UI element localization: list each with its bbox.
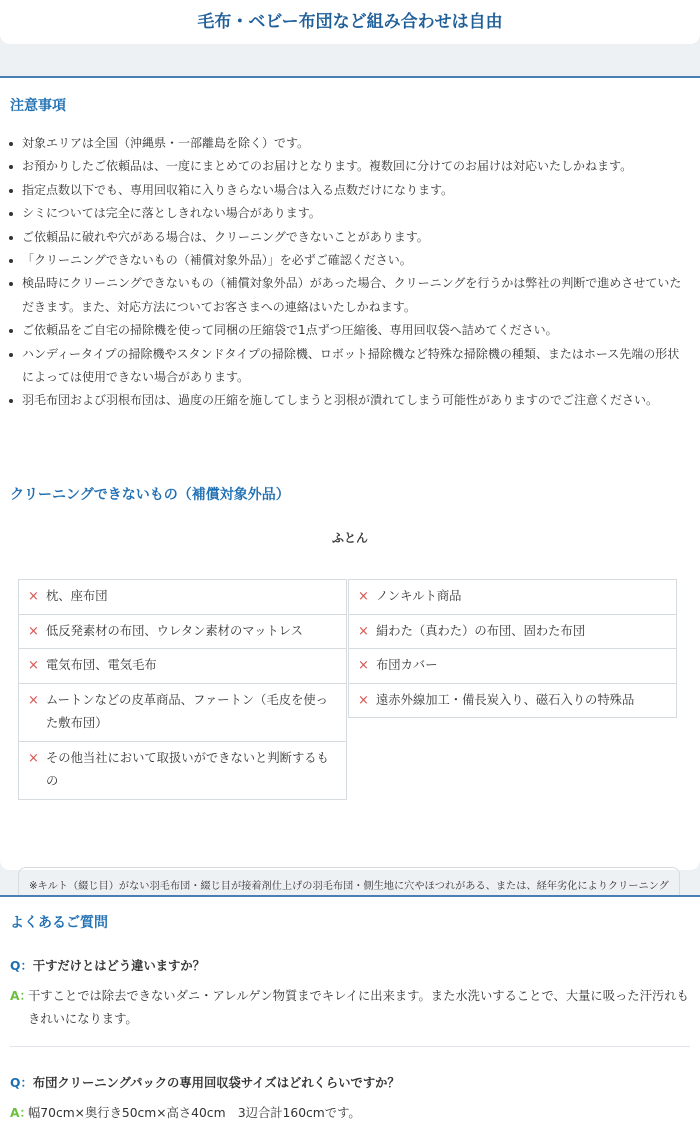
excluded-item-label: ムートンなどの皮革商品、ファートン（毛皮を使った敷布団） <box>46 692 328 730</box>
cross-icon: × <box>358 623 369 639</box>
faq-answer-text: 干すことでは除去できないダニ・アレルゲン物質までキレイに出来ます。また水洗いすることで、大量に吸った汗汚れもきれいになります。 <box>28 989 689 1027</box>
cross-icon: × <box>28 658 39 673</box>
divider <box>10 1046 690 1047</box>
banner-title: 毛布・ベビー布団など組み合わせは自由 <box>197 11 503 32</box>
excluded-item-label: 布団カバー <box>376 658 438 672</box>
cross-icon: × <box>28 623 39 639</box>
notes-list <box>0 132 690 413</box>
excluded-item <box>18 615 347 650</box>
question-mark: Q： <box>10 959 33 973</box>
excluded-item-label: 電気布団、電気毛布 <box>46 658 157 672</box>
cross-icon: × <box>28 692 39 708</box>
excluded-item <box>348 684 677 719</box>
question-mark: Q： <box>10 1076 33 1090</box>
excluded-item <box>18 684 347 742</box>
list-item: 対象エリアは全国（沖縄県・一部離島を除く）です。 <box>22 132 690 155</box>
excluded-item-label: 絹わた（真わた）の布団、固わた布団 <box>376 623 586 638</box>
cross-icon: × <box>358 589 369 604</box>
faq-question-text: 干すだけとはどう違いますか？ <box>32 959 205 973</box>
faq-heading: よくあるご質問 <box>10 915 108 931</box>
excluded-item <box>18 742 347 800</box>
cross-icon: × <box>28 750 39 766</box>
category-label: ふとん <box>331 531 368 545</box>
faq-question <box>10 1073 690 1093</box>
banner <box>0 0 700 44</box>
excluded-list-right <box>348 579 677 718</box>
excluded-item <box>348 615 677 650</box>
faq-question-text: 布団クリーニングパックの専用回収袋サイズはどれくらいですか？ <box>32 1076 400 1090</box>
list-item: お預かりしたご依頼品は、一度にまとめてのお届けとなります。複数回に分けてのお届けは対応いたしかねます。 <box>22 155 690 178</box>
answer-mark: A： <box>10 1106 32 1120</box>
excluded-heading: クリーニングできないもの（補償対象外品） <box>10 487 290 503</box>
cross-icon: × <box>358 692 369 708</box>
cross-icon: × <box>358 658 369 673</box>
faq-answer <box>10 1102 690 1125</box>
excluded-item-label: 遠赤外線加工・備長炭入り、磁石入りの特殊品 <box>376 692 635 707</box>
excluded-item-label: 枕、座布団 <box>46 589 108 603</box>
faq-question <box>10 956 690 976</box>
list-item: 「クリーニングできないもの（補償対象外品）」を必ずご確認ください。 <box>22 249 690 272</box>
notes-heading: 注意事項 <box>10 98 66 114</box>
list-item: シミについては完全に落としきれない場合があります。 <box>22 202 690 225</box>
excluded-item <box>348 649 677 684</box>
list-item: ハンディータイプの掃除機やスタンドタイプの掃除機、ロボット掃除機など特殊な掃除機の種類、またはホース先端の形状によっては使用できない場合があります。 <box>22 343 690 390</box>
excluded-item <box>348 580 677 615</box>
excluded-list-left <box>18 579 347 800</box>
faq-item <box>10 956 690 1032</box>
notes-section <box>0 76 700 892</box>
cross-icon: × <box>28 589 39 604</box>
excluded-item-label: その他当社において取扱いができないと判断するもの <box>46 750 329 788</box>
excluded-item-label: ノンキルト商品 <box>376 589 462 603</box>
faq-section <box>0 895 700 1126</box>
list-item: 指定点数以下でも、専用回収箱に入りきらない場合は入る点数だけになります。 <box>22 179 690 202</box>
excluded-item <box>18 649 347 684</box>
list-item: 羽毛布団および羽根布団は、過度の圧縮を施してしまうと羽根が潰れてしまう可能性がありますのでご注意ください。 <box>22 389 690 412</box>
excluded-item-label: 低反発素材の布団、ウレタン素材のマットレス <box>46 623 303 638</box>
faq-answer-text: 幅70cm×奥行き50cm×高さ40cm 3辺合計160cmです。 <box>28 1106 361 1120</box>
faq-item <box>10 1073 690 1125</box>
answer-mark: A： <box>10 989 32 1003</box>
faq-answer <box>10 985 690 1032</box>
list-item: ご依頼品をご自宅の掃除機を使って同梱の圧縮袋で1点ずつ圧縮後、専用回収袋へ詰めてください。 <box>22 319 690 342</box>
list-item: ご依頼品に破れや穴がある場合は、クリーニングできないことがあります。 <box>22 226 690 249</box>
excluded-item <box>18 580 347 615</box>
list-item: 検品時にクリーニングできないもの（補償対象外品）があった場合、クリーニングを行うかは弊社の判断で進めさせていただきます。また、対応方法についてお客さまへの連絡はいたしかねます。 <box>22 272 690 319</box>
excluded-notice: ※キルト（綴じ目）がない羽毛布団・綴じ目が接着剤仕上げの羽毛布団・側生地に穴やほつれがある、または、経年劣化によりクリーニング <box>18 867 680 926</box>
